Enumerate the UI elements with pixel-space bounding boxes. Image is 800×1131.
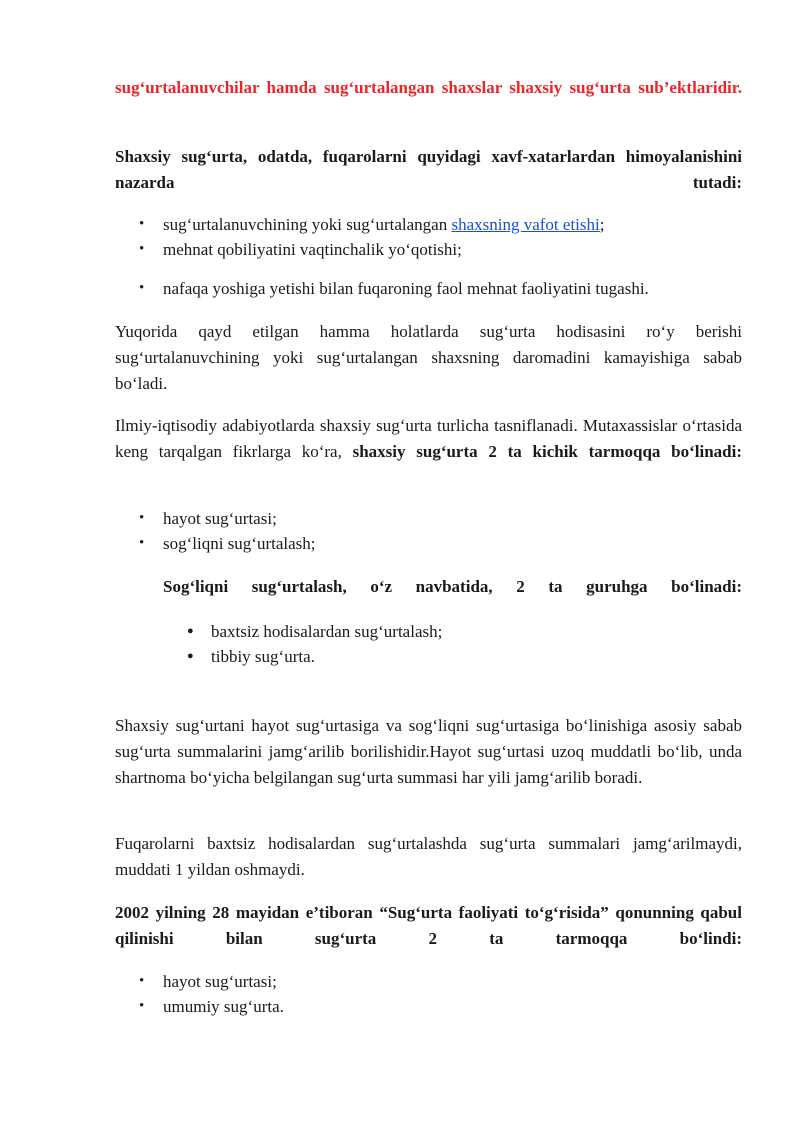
list-item: • hayot sug‘urtasi; <box>163 969 743 994</box>
heading-law: 2002 yilning 28 mayidan e’tiboran “Sug‘urta faoliyati to‘g‘risida” qonunning qabul qilinishi bilan sug‘urta 2 ta tarmoqqa bo‘lindi: <box>115 903 742 948</box>
intro-red-text: sug‘urtalanuvchilar hamda sug‘urtalangan shaxslar shaxsiy sug‘urta sub’ektlaridir. <box>115 78 742 97</box>
paragraph-consequence: Yuqorida qayd etilgan hamma holatlarda sug‘urta hodisasini ro‘y berishi sug‘urtalanuvchining yoki sug‘urtalangan shaxsning daromadini kamayishiga sabab bo‘ladi. <box>115 322 742 393</box>
list-item: • nafaqa yoshiga yetishi bilan fuqaroning faol mehnat faoliyatini tugashi. <box>163 276 743 301</box>
heading-risks: Shaxsiy sug‘urta, odatda, fuqarolarni quyidagi xavf-xatarlardan himoyalanishini nazarda tutadi: <box>115 147 742 192</box>
paragraph-classification: Ilmiy-iqtisodiy adabiyotlarda shaxsiy sug‘urta turlicha tasniflanadi. Mutaxassislar o‘rtasida keng tarqalgan fikrlarga ko‘ra, shaxsiy sug‘urta 2 ta kichik tarmoqqa bo‘linadi: <box>115 416 742 461</box>
risks-list <box>163 212 743 262</box>
list-item: • sug‘urtalanuvchining yoki sug‘urtalangan shaxsning vafot etishi; <box>163 212 743 237</box>
list-item: • hayot sug‘urtasi; <box>163 506 743 531</box>
list-item: • umumiy sug‘urta. <box>163 994 743 1019</box>
health-groups-list <box>211 619 741 669</box>
list-item: ● baxtsiz hodisalardan sug‘urtalash; <box>211 619 741 644</box>
paragraph-reason: Shaxsiy sug‘urtani hayot sug‘urtasiga va sog‘liqni sug‘urtasiga bo‘linishiga asosiy sabab sug‘urta summalarini jamg‘arilib borilishidir.Hayot sug‘urtasi uzoq muddatli bo‘lib, unda shartnoma bo‘yicha belgilangan sug‘urta summasi har yili jamg‘arilib boradi. <box>115 716 742 787</box>
list-item: • mehnat qobiliyatini vaqtinchalik yo‘qotishi; <box>163 237 743 262</box>
risks-list-cont <box>163 276 743 301</box>
death-link[interactable]: shaxsning vafot etishi <box>451 215 600 234</box>
health-heading: Sog‘liqni sug‘urtalash, o‘z navbatida, 2 ta guruhga bo‘linadi: <box>163 577 742 596</box>
list-item: • sog‘liqni sug‘urtalash; <box>163 531 743 556</box>
final-branches-list <box>163 969 743 1019</box>
list-item: ● tibbiy sug‘urta. <box>211 644 741 669</box>
branches-list <box>163 506 743 556</box>
paragraph-accident: Fuqarolarni baxtsiz hodisalardan sug‘urtalashda sug‘urta summalari jamg‘arilmaydi, muddati 1 yildan oshmaydi. <box>115 834 742 879</box>
